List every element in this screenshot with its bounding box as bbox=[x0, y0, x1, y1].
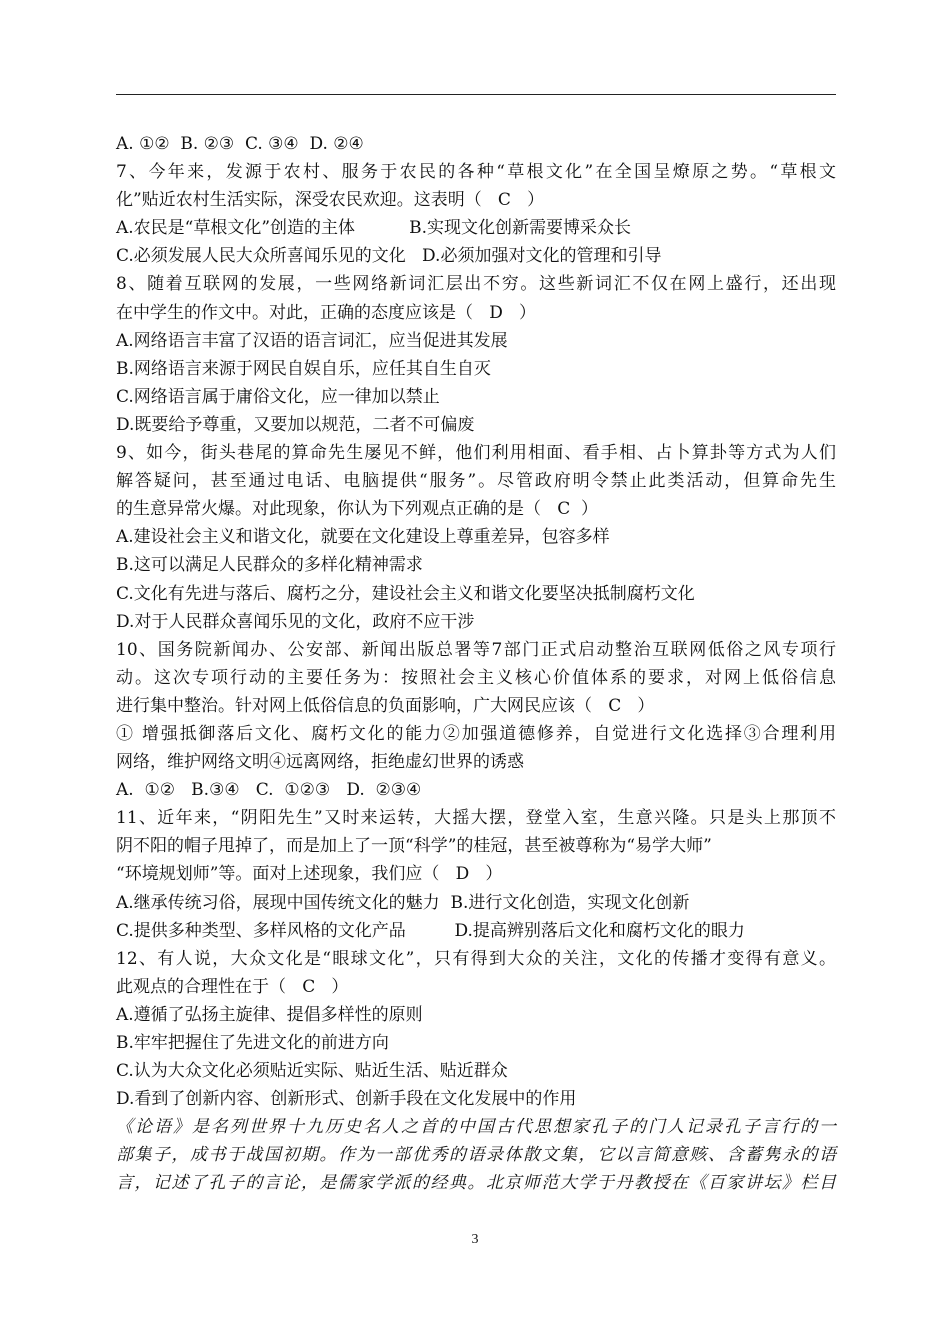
text-line: A.遵循了弘扬主旋律、提倡多样性的原则 bbox=[116, 1004, 423, 1025]
text-line: 阴不阳的帽子甩掉了，而是加上了一顶“科学”的桂冠，甚至被尊称为“易学大师” bbox=[116, 836, 712, 857]
text-line: 12、有人说，大众文化是“眼球文化”，只有得到大众的关注，文化的传播才变得有意义。 bbox=[116, 948, 836, 969]
text-line: A.继承传统习俗，展现中国传统文化的魅力 B.进行文化创造，实现文化创新 bbox=[116, 892, 690, 913]
text-line: 进行集中整治。针对网上低俗信息的负面影响，广大网民应该（ C ） bbox=[116, 695, 655, 716]
text-line: B.牢牢把握住了先进文化的前进方向 bbox=[116, 1033, 389, 1053]
text-line: 网络，维护网络文明④远离网络，拒绝虚幻世界的诱惑 bbox=[116, 752, 524, 773]
text-line: 部集子，成书于战国初期。作为一部优秀的语录体散文集，它以言简意赅、含蓄隽永的语 bbox=[116, 1145, 836, 1166]
header-rule bbox=[116, 94, 836, 95]
text-line: 的生意异常火爆。对此现象，你认为下列观点正确的是（ C ） bbox=[116, 499, 599, 520]
text-line: B.这可以满足人民群众的多样化精神需求 bbox=[116, 555, 423, 576]
text-line: 9、如今，街头巷尾的算命先生屡见不鲜，他们利用相面、看手相、占卜算卦等方式为人们 bbox=[116, 443, 836, 464]
text-line: D.看到了创新内容、创新形式、创新手段在文化发展中的作用 bbox=[116, 1089, 577, 1110]
text-line: 在中学生的作文中。对此，正确的态度应该是（ D ） bbox=[116, 302, 537, 323]
text-line: 动。这次专项行动的主要任务为：按照社会主义核心价值体系的要求，对网上低俗信息 bbox=[116, 667, 836, 688]
text-line: 解答疑问，甚至通过电话、电脑提供“服务”。尽管政府明令禁止此类活动，但算命先生 bbox=[116, 471, 836, 492]
text-line: A. ①② B. ②③ C. ③④ D. ②④ bbox=[116, 134, 364, 154]
text-line: A.农民是“草根文化”创造的主体 B.实现文化创新需要博采众长 bbox=[116, 218, 631, 239]
page-number: 3 bbox=[471, 1232, 479, 1247]
text-line: C.文化有先进与落后、腐朽之分，建设社会主义和谐文化要坚决抵制腐朽文化 bbox=[116, 583, 695, 604]
text-line: “环境规划师”等。面对上述现象，我们应（ D ） bbox=[116, 864, 503, 885]
text-line: B.网络语言来源于网民自娱自乐，应任其自生自灭 bbox=[116, 358, 491, 379]
text-line: 化”贴近农村生活实际，深受农民欢迎。这表明（ C ） bbox=[116, 190, 545, 211]
text-line: 10、国务院新闻办、公安部、新闻出版总署等7部门正式启动整治互联网低俗之风专项行 bbox=[116, 639, 836, 660]
text-line: 《论语》是名列世界十九历史名人之首的中国古代思想家孔子的门人记录孔子言行的一 bbox=[116, 1117, 836, 1138]
text-line: 此观点的合理性在于（ C ） bbox=[116, 976, 349, 997]
text-line: 言，记述了孔子的言论，是儒家学派的经典。北京师范大学于丹教授在《百家讲坛》栏目 bbox=[116, 1173, 836, 1194]
text-line: D.既要给予尊重，又要加以规范，二者不可偏废 bbox=[116, 414, 475, 435]
text-line: D.对于人民群众喜闻乐见的文化，政府不应干涉 bbox=[116, 611, 475, 632]
text-line: 11、近年来，“阴阳先生”又时来运转，大摇大摆，登堂入室，生意兴隆。只是头上那顶不 bbox=[116, 808, 836, 829]
document-body bbox=[116, 130, 846, 1198]
text-line: ① 增强抵御落后文化、腐朽文化的能力②加强道德修养，自觉进行文化选择③合理利用 bbox=[116, 723, 836, 744]
text-line: 7、今年来，发源于农村、服务于农民的各种“草根文化”在全国呈燎原之势。“草根文 bbox=[116, 162, 836, 183]
text-line: A. ①② B.③④ C. ①②③ D. ②③④ bbox=[116, 780, 422, 801]
text-line: C.网络语言属于庸俗文化，应一律加以禁止 bbox=[116, 386, 440, 407]
text-line: C.认为大众文化必须贴近实际、贴近生活、贴近群众 bbox=[116, 1061, 508, 1082]
text-line: A.建设社会主义和谐文化，就要在文化建设上尊重差异，包容多样 bbox=[116, 527, 610, 548]
text-line: 8、随着互联网的发展，一些网络新词汇层出不穷。这些新词汇不仅在网上盛行，还出现 bbox=[116, 274, 836, 295]
text-line: A.网络语言丰富了汉语的语言词汇，应当促进其发展 bbox=[116, 330, 508, 351]
text-line: C.提供多种类型、多样风格的文化产品 D.提高辨别落后文化和腐朽文化的眼力 bbox=[116, 920, 745, 941]
text-line: C.必须发展人民大众所喜闻乐见的文化 D.必须加强对文化的管理和引导 bbox=[116, 246, 662, 267]
